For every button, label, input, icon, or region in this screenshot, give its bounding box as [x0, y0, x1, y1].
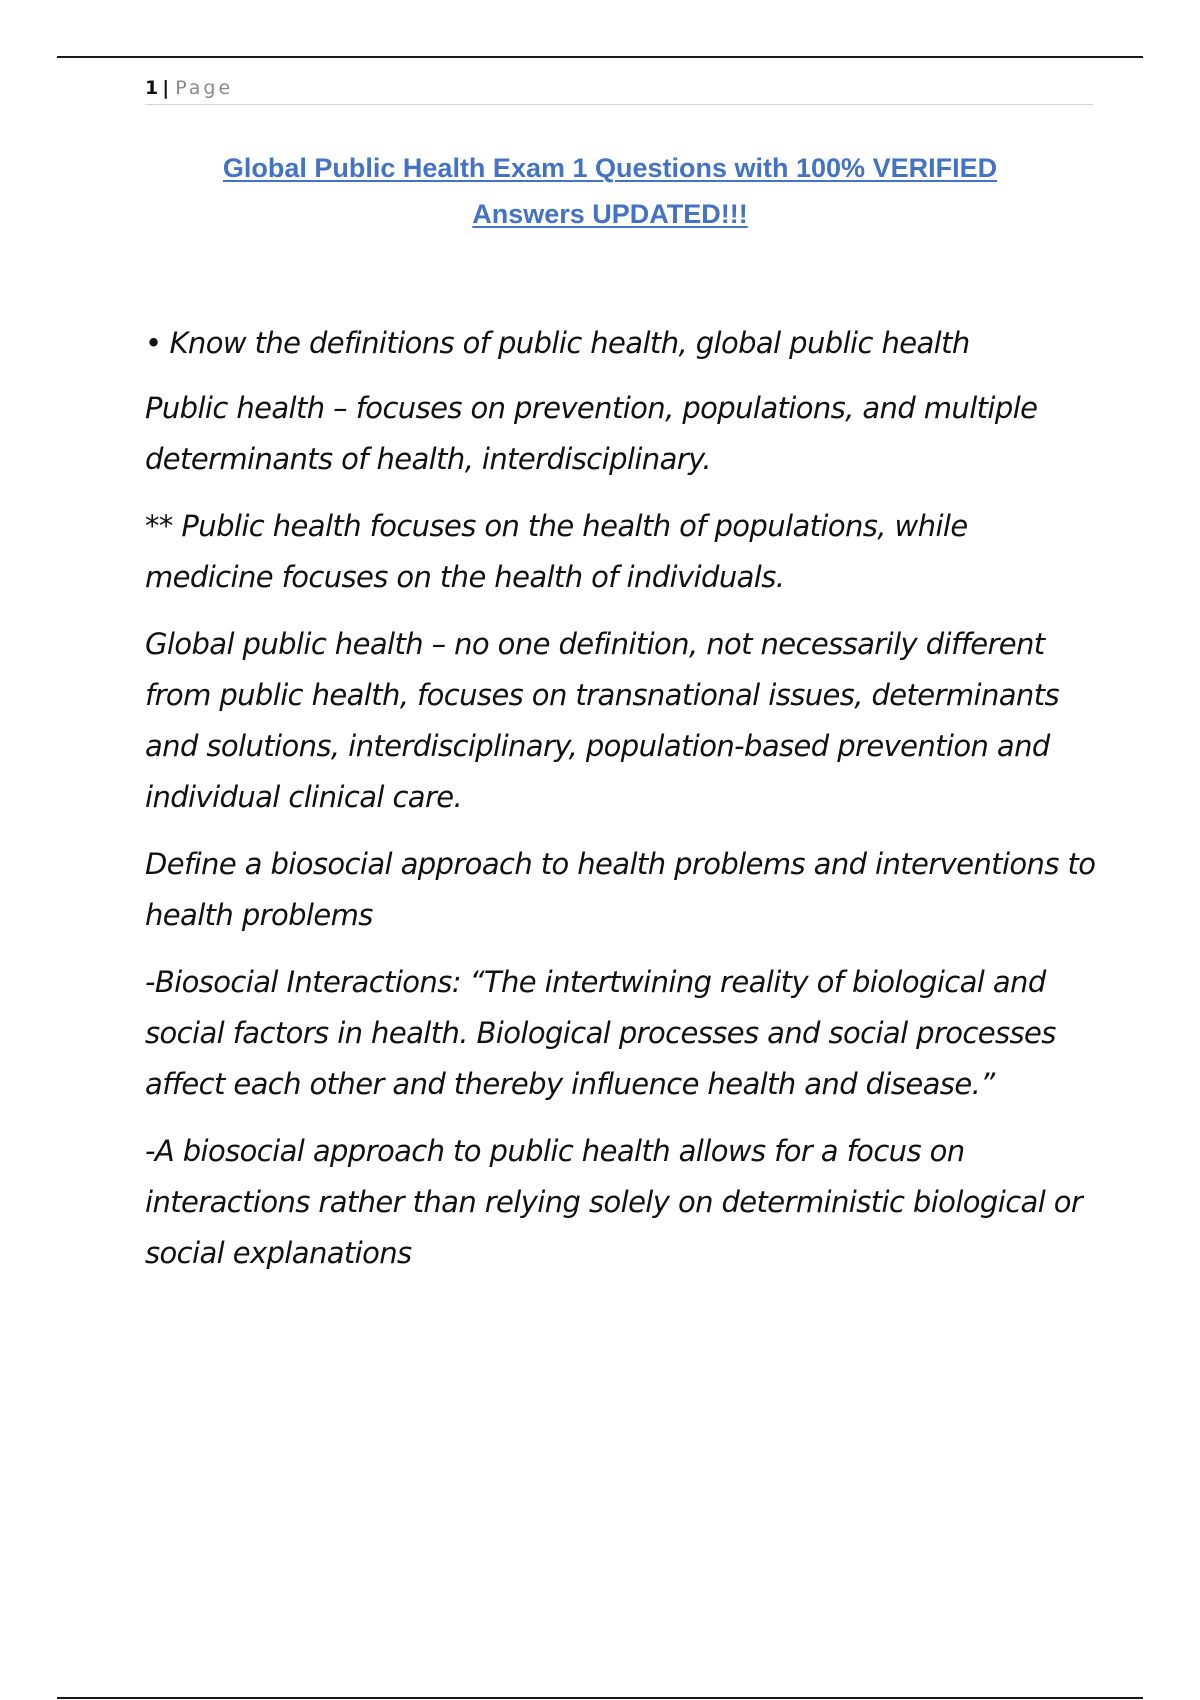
page-label: Page — [175, 77, 234, 99]
paragraph-biosocial-interactions: -Biosocial Interactions: “The intertwining reality of biological and social factors in health. Biological processes and social processes affect each other and thereby influence health and disease.” — [145, 965, 1056, 1101]
paragraph-biosocial-approach: -A biosocial approach to public health allows for a focus on interactions rather than relying solely on deterministic biological or social explanations — [145, 1134, 1083, 1270]
page-header — [145, 74, 1093, 105]
title-line-1: Global Public Health Exam 1 Questions with 100% VERIFIED — [222, 153, 998, 183]
paragraph-global-public-health-definition: Global public health – no one definition, not necessarily different from public health, focuses on transnational issues, determinants and solutions, interdisciplinary, population-based prevention and individual clinical care. — [145, 627, 1059, 814]
paragraph-public-health-definition: Public health – focuses on prevention, populations, and multiple determinants of health, interdisciplinary. — [145, 391, 1038, 476]
paragraph-public-health-vs-medicine: ** Public health focuses on the health of populations, while medicine focuses on the health of individuals. — [145, 509, 968, 594]
bullet-paragraph — [145, 318, 1100, 369]
document-body — [145, 318, 1100, 1295]
page-separator: | — [162, 77, 170, 99]
page-top-rule — [57, 56, 1143, 58]
page-bottom-rule — [57, 1697, 1143, 1699]
bullet-text: Know the definitions of public health, global public health — [169, 326, 970, 360]
bullet-icon: • — [145, 326, 162, 360]
document-title — [130, 145, 1090, 237]
page-number: 1 — [145, 77, 159, 99]
paragraph-biosocial-question: Define a biosocial approach to health problems and interventions to health problems — [145, 847, 1096, 932]
title-line-2: Answers UPDATED!!! — [472, 199, 748, 229]
